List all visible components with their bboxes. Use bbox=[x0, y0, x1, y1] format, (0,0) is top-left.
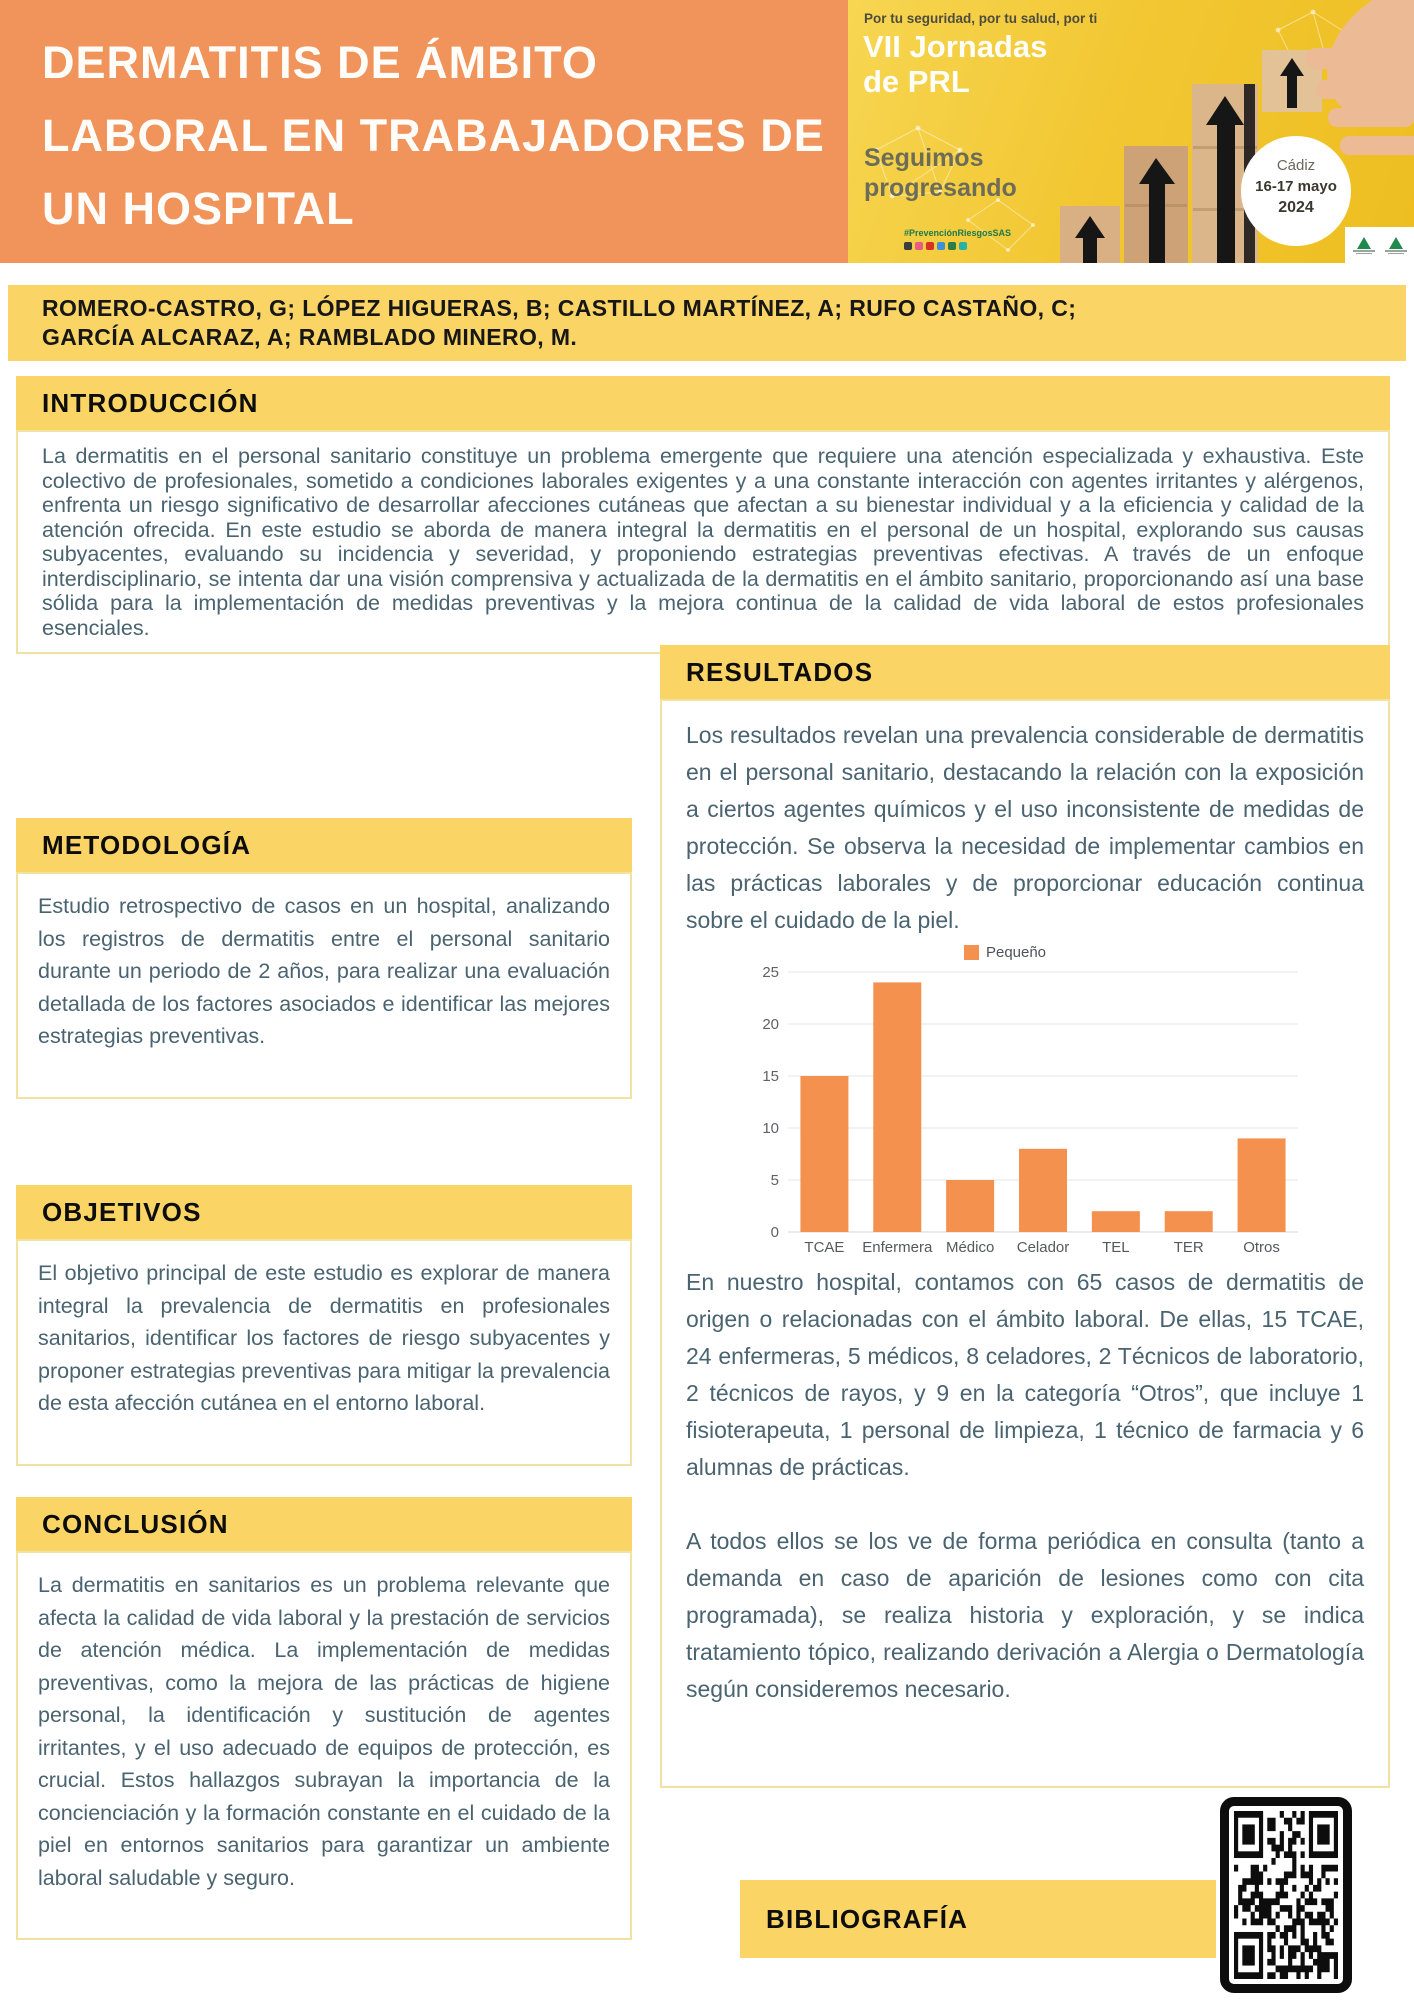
banner-slogan-line-1: Seguimos bbox=[864, 144, 984, 172]
resultados-paragraph-2: En nuestro hospital, contamos con 65 casos de dermatitis de origen o relacionadas con el ámbito laboral. De ellas, 15 TCAE, 24 enfermeras, 5 médicos, 8 celadores, 2 Técnicos de laboratorio, 2 técnicos de rayos, y 9 en la categoría “Otros”, que incluye 1 fisioterapeuta, 1 personal de limpieza, 1 técnico de farmacia y 6 alumnas de prácticas. bbox=[686, 1269, 1364, 1480]
legend-swatch-icon bbox=[964, 945, 979, 960]
authors-bar bbox=[8, 285, 1406, 361]
svg-text:20: 20 bbox=[762, 1016, 779, 1033]
svg-text:Celador: Celador bbox=[1016, 1239, 1070, 1256]
section-title-bibliografia: BIBLIOGRAFÍA bbox=[740, 1880, 1216, 1958]
section-body-resultados bbox=[660, 699, 1390, 1788]
resultados-paragraph-1: Los resultados revelan una prevalencia considerable de dermatitis en el personal sanitario, destacando la relación con la exposición a ciertos agentes químicos y el uso inconsistente de medidas de protección. Se observa la necesidad de implementar cambios en las prácticas laborales y de proporcionar educación continua sobre el cuidado de la piel. bbox=[686, 722, 1364, 933]
youtube-icon bbox=[926, 242, 934, 250]
svg-text:Otros: Otros bbox=[1243, 1239, 1280, 1256]
svg-text:10: 10 bbox=[762, 1120, 779, 1137]
poster-title-line-2: LABORAL EN TRABAJADORES DE bbox=[42, 110, 825, 161]
event-dates: 16-17 mayo bbox=[1255, 178, 1337, 195]
svg-text:15: 15 bbox=[762, 1068, 779, 1085]
svg-text:Enfermera: Enfermera bbox=[862, 1239, 933, 1256]
qr-code bbox=[1220, 1797, 1352, 1993]
section-body-objetivos bbox=[16, 1239, 632, 1466]
section-body-metodologia bbox=[16, 872, 632, 1099]
banner-event-title bbox=[863, 29, 1047, 99]
section-body-conclusion bbox=[16, 1551, 632, 1940]
junta-logo-mark-icon bbox=[1357, 237, 1371, 249]
instagram-icon bbox=[915, 242, 923, 250]
section-title-resultados: RESULTADOS bbox=[660, 645, 1390, 699]
linkedin-icon bbox=[948, 242, 956, 250]
junta-de-andalucia-logo bbox=[1385, 237, 1407, 254]
conclusion-paragraph: La dermatitis en sanitarios es un problema relevante que afecta la calidad de vida laboral y la prestación de servicios de atención médica. La implementación de medidas preventivas, como la mejora de las prácticas de higiene personal, la identificación y sustitución de agentes irritantes, y el uso adecuado de equipos de protección, es crucial. Estos hallazgos subrayan la importancia de la concienciación y la formación constante en el cuidado de la piel en entornos sanitarios para garantizar un ambiente laboral saludable y seguro. bbox=[38, 1573, 610, 1890]
authors-line-1: ROMERO-CASTRO, G; LÓPEZ HIGUERAS, B; CASTILLO MARTÍNEZ, A; RUFO CASTAÑO, C; bbox=[42, 295, 1077, 321]
svg-text:Médico: Médico bbox=[945, 1239, 995, 1256]
section-body-introduccion bbox=[16, 430, 1390, 654]
banner-tagline: Por tu seguridad, por tu salud, por ti bbox=[864, 11, 1098, 26]
telegram-icon bbox=[959, 242, 967, 250]
facebook-icon bbox=[904, 242, 912, 250]
section-title-introduccion: INTRODUCCIÓN bbox=[16, 376, 1390, 430]
chart-plot-area bbox=[686, 962, 1364, 1262]
event-banner bbox=[848, 0, 1414, 263]
event-location: Cádiz bbox=[1276, 157, 1316, 174]
event-year: 2024 bbox=[1278, 199, 1314, 216]
banner-event-line-1: VII Jornadas bbox=[863, 29, 1048, 64]
svg-text:0: 0 bbox=[770, 1224, 779, 1241]
banner-event-line-2: de PRL bbox=[863, 64, 970, 99]
svg-text:TCAE: TCAE bbox=[804, 1239, 845, 1256]
svg-text:25: 25 bbox=[762, 964, 779, 981]
junta-logo-mark-icon bbox=[1389, 237, 1403, 249]
section-title-metodologia: METODOLOGÍA bbox=[16, 818, 632, 872]
metodologia-paragraph: Estudio retrospectivo de casos en un hospital, analizando los registros de dermatitis entre el personal sanitario durante un periodo de 2 años, para realizar una evaluación detallada de los factores asociados e identificar las mejores estrategias preventivas. bbox=[38, 894, 610, 1048]
banner-slogan-line-2: progresando bbox=[864, 174, 1017, 202]
institution-logos bbox=[1345, 227, 1414, 263]
poster-header bbox=[0, 0, 848, 263]
legend-label: Pequeño bbox=[985, 944, 1047, 961]
poster-title-line-3: UN HOSPITAL bbox=[42, 183, 355, 234]
objetivos-paragraph: El objetivo principal de este estudio es explorar de manera integral la prevalencia de dermatitis en profesionales sanitarios, identificar los factores de riesgo subyacentes y proponer estrategias preventivas para mitigar la prevalencia de esta afección cutánea en el entorno laboral. bbox=[38, 1261, 610, 1415]
poster-title-line-1: DERMATITIS DE ÁMBITO bbox=[42, 37, 598, 88]
chart-legend bbox=[646, 945, 1364, 960]
social-icons-row bbox=[904, 242, 967, 250]
svg-text:TEL: TEL bbox=[1102, 1239, 1130, 1256]
event-location-badge bbox=[1241, 136, 1351, 246]
svg-text:TER: TER bbox=[1173, 1239, 1204, 1256]
authors-line-2: GARCÍA ALCARAZ, A; RAMBLADO MINERO, M. bbox=[42, 324, 578, 350]
banner-slogan bbox=[864, 143, 1017, 203]
section-title-conclusion: CONCLUSIÓN bbox=[16, 1497, 632, 1551]
introduccion-paragraph: La dermatitis en el personal sanitario constituye un problema emergente que requiere una atención especializada y exhaustiva. Este colectivo de profesionales, sometido a condiciones laborales exigentes y a una constante interacción con agentes irritantes y alérgenos, enfrenta un riesgo significativo de desarrollar afecciones cutáneas que afectan a su bienestar individual y a la eficiencia y calidad de la atención ofrecida. En este estudio se aborda de manera integral la dermatitis en el personal de un hospital, explorando sus causas subyacentes, evaluando su incidencia y severidad, y proponiendo estrategias preventivas efectivas. A través de un enfoque interdisciplinario, se intenta dar una visión comprensiva y actualizada de la dermatitis en el ámbito sanitario, proporcionando así una base sólida para la implementación de medidas preventivas y la mejora continua de la calidad de vida laboral de estos profesionales esenciales. bbox=[42, 444, 1364, 640]
svg-text:5: 5 bbox=[770, 1172, 779, 1189]
junta-de-andalucia-logo bbox=[1353, 237, 1375, 254]
twitter-icon bbox=[937, 242, 945, 250]
dermatitis-cases-bar-chart bbox=[686, 945, 1364, 1262]
section-title-objetivos: OBJETIVOS bbox=[16, 1185, 632, 1239]
poster-title bbox=[42, 26, 825, 245]
event-hashtag: #PrevenciónRiesgosSAS bbox=[904, 228, 1012, 238]
resultados-paragraph-3: A todos ellos se los ve de forma periódica en consulta (tanto a demanda en caso de aparición de lesiones como con cita programada), se realiza historia y exploración, y se indica tratamiento tópico, realizando derivación a Alergia o Dermatología según consideremos necesario. bbox=[686, 1528, 1364, 1702]
